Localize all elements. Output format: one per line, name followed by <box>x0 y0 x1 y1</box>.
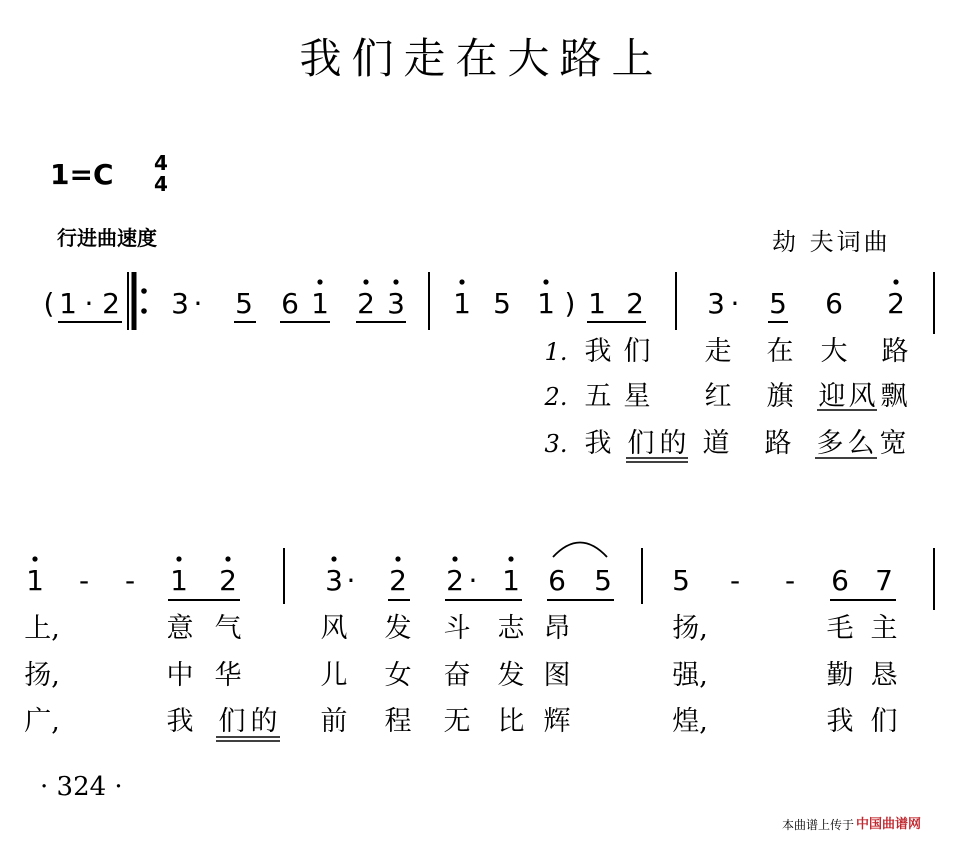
note: 3 <box>387 287 405 320</box>
key-signature: 1=C <box>50 158 114 191</box>
note: 3 <box>707 287 725 320</box>
note: 5 <box>493 287 511 320</box>
lyric: 中 <box>166 660 194 691</box>
time-signature-bottom: 4 <box>154 172 168 196</box>
note: 2 <box>219 564 237 597</box>
lyric: 星 <box>623 381 651 412</box>
slur <box>553 543 607 558</box>
page-number: · 324 · <box>40 772 123 802</box>
note: 5 <box>235 287 253 320</box>
note-dot: · <box>730 287 740 320</box>
note-dot: · <box>468 564 478 597</box>
lyric: 广, <box>24 706 60 737</box>
note-paren: ( <box>43 287 55 320</box>
lyric: 我 <box>584 428 612 459</box>
lyric: 扬, <box>672 613 708 644</box>
lyric: 毛 <box>826 613 854 644</box>
note-dot: · <box>346 564 356 597</box>
lyric: 无 <box>443 706 471 737</box>
lyric: 红 <box>704 381 732 412</box>
lyric: 我 <box>826 706 854 737</box>
lyric: 程 <box>384 706 412 737</box>
note: 2 <box>887 287 905 320</box>
upload-credit: 本曲谱上传于 <box>782 818 855 832</box>
note: 5 <box>594 564 612 597</box>
lyric: 大 <box>820 336 848 367</box>
note: 6 <box>281 287 299 320</box>
lyric: 五 <box>584 381 612 412</box>
lyric: 的 <box>659 428 687 459</box>
lyric: 华 <box>214 660 242 691</box>
note-dash: - <box>784 564 796 597</box>
verse-number: 1. <box>544 338 568 366</box>
lyric: 走 <box>704 336 732 367</box>
lyric: 路 <box>764 428 792 459</box>
lyric: 么 <box>847 428 875 459</box>
lyric: 比 <box>497 706 525 737</box>
note: 2 <box>357 287 375 320</box>
note-dash: - <box>124 564 136 597</box>
lyric: 强, <box>672 660 708 691</box>
note: 1 <box>537 287 555 320</box>
lyric: 们 <box>218 706 246 737</box>
lyric: 发 <box>497 660 525 691</box>
note: 2 <box>446 564 464 597</box>
tempo-marking: 行进曲速度 <box>57 226 157 250</box>
site-logo: 中国曲谱网 <box>856 817 922 832</box>
note: 1 <box>59 287 77 320</box>
note: 7 <box>875 564 893 597</box>
lyric: 奋 <box>443 660 471 691</box>
lyric: 上, <box>24 613 60 644</box>
lyric: 多 <box>816 428 844 459</box>
note: 2 <box>389 564 407 597</box>
lyric-underlines-2 <box>216 737 280 741</box>
lyric: 昂 <box>543 613 571 644</box>
lyric: 我 <box>166 706 194 737</box>
note-dash: - <box>78 564 90 597</box>
lyric: 女 <box>384 660 412 691</box>
time-signature-top: 4 <box>154 151 168 175</box>
note: 2 <box>626 287 644 320</box>
note: 1 <box>311 287 329 320</box>
note: 5 <box>672 564 690 597</box>
note: 1 <box>453 287 471 320</box>
lyric: 发 <box>384 613 412 644</box>
lyric: 迎 <box>818 381 846 412</box>
lyric: 恳 <box>870 660 898 691</box>
lyric: 前 <box>320 706 348 737</box>
lyric: 们 <box>623 336 651 367</box>
lyric: 们 <box>870 706 898 737</box>
lyric: 煌, <box>672 706 708 737</box>
note: 1 <box>26 564 44 597</box>
lyric: 图 <box>543 660 571 691</box>
note-dot: · <box>193 287 203 320</box>
lyric: 飘 <box>880 381 908 412</box>
verse-number: 3. <box>544 430 568 458</box>
lyric: 我 <box>584 336 612 367</box>
note: 3 <box>325 564 343 597</box>
lyric: 扬, <box>24 660 60 691</box>
lyric: 道 <box>702 428 730 459</box>
composer-credit: 劫 夫词曲 <box>772 228 891 256</box>
lyric: 气 <box>214 613 242 644</box>
note-dot: · <box>84 287 94 320</box>
note: 1 <box>588 287 606 320</box>
lyric: 旗 <box>766 381 794 412</box>
lyric: 斗 <box>443 613 471 644</box>
note: 6 <box>831 564 849 597</box>
lyric: 路 <box>881 336 909 367</box>
lyric: 风 <box>848 381 876 412</box>
note: 1 <box>170 564 188 597</box>
lyric: 风 <box>320 613 348 644</box>
lyric: 辉 <box>543 706 571 737</box>
note-paren: ) <box>564 287 576 320</box>
lyric: 们 <box>627 428 655 459</box>
lyric: 勤 <box>826 660 854 691</box>
lyric: 志 <box>497 613 525 644</box>
lyric: 意 <box>166 613 194 644</box>
lyric: 的 <box>250 706 278 737</box>
note: 6 <box>825 287 843 320</box>
verse-number: 2. <box>544 383 568 411</box>
lyric: 宽 <box>879 428 907 459</box>
note: 3 <box>171 287 189 320</box>
note: 2 <box>102 287 120 320</box>
note-dash: - <box>729 564 741 597</box>
repeat-dots <box>141 288 147 314</box>
song-title: 我们走在大路上 <box>299 34 664 83</box>
note: 6 <box>548 564 566 597</box>
lyric: 儿 <box>320 660 348 691</box>
lyric: 在 <box>766 336 794 367</box>
note: 1 <box>502 564 520 597</box>
lyric: 主 <box>870 613 898 644</box>
note: 5 <box>769 287 787 320</box>
